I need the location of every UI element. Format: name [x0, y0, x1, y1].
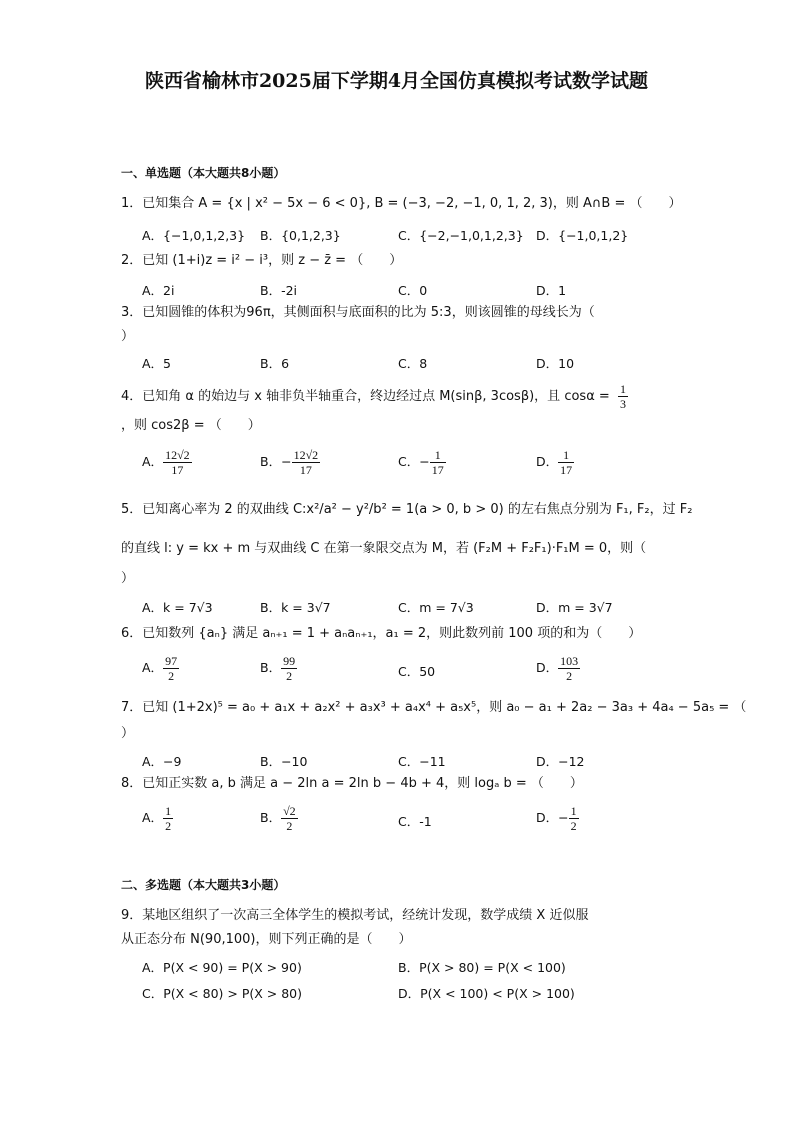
question-1-option-a[interactable]: A．{−1,0,1,2,3}: [142, 228, 246, 243]
question-3-stem-line-2: ）: [121, 329, 135, 344]
option-label: B．: [260, 810, 282, 825]
question-7-stem-line-2: ）: [121, 726, 135, 741]
option-sign: −: [558, 810, 569, 825]
question-6-option-d[interactable]: [536, 654, 580, 683]
fraction-denominator: 2: [570, 819, 577, 833]
question-3-stem-line-1: 3．已知圆锥的体积为96π，其侧面积与底面积的比为 5:3，则该圆锥的母线长为（: [121, 305, 595, 320]
question-8-option-c[interactable]: [398, 812, 432, 830]
option-sign: −: [281, 454, 292, 469]
question-2-stem: 2．已知 (1+i)z = i² − i³，则 z − z̄ = （ ）: [121, 253, 403, 268]
option-label: D．: [536, 454, 559, 469]
fraction-numerator: 99: [283, 654, 296, 668]
question-7-stem-line-1: 7．已知 (1+2x)⁵ = a₀ + a₁x + a₂x² + a₃x³ + a₄x⁴ + a₅x⁵，则 a₀ − a₁ + 2a₂ − 3a₃ + 4a₄ − 5a₅ = （: [121, 700, 747, 715]
fraction: [618, 382, 628, 411]
question-9-option-d[interactable]: D．P(X < 100) < P(X > 100): [398, 986, 575, 1001]
fraction-numerator: 1: [558, 448, 574, 463]
question-5-stem-text-b: x²/a² − y²/b² = 1(a > 0, b > 0) 的左右焦点分别为 F₁, F₂，过 F₂: [306, 502, 693, 517]
fraction-numerator: 103: [560, 654, 579, 668]
fraction-numerator: 1: [165, 804, 172, 818]
option-fraction: [163, 448, 192, 477]
fraction-numerator: 97: [165, 654, 178, 668]
option-label: D．: [536, 810, 559, 825]
option-label: C．: [398, 814, 420, 829]
option-fraction: [163, 804, 173, 833]
question-1-option-c[interactable]: C．{−2,−1,0,1,2,3}: [398, 228, 524, 243]
fraction-numerator: 12√2: [293, 448, 319, 462]
fraction-numerator: 1: [619, 382, 626, 396]
option-fraction: [163, 654, 179, 683]
question-7-option-a[interactable]: A．−9: [142, 754, 182, 769]
question-5-option-c[interactable]: C．m = 7√3: [398, 600, 474, 615]
fraction-numerator: √2: [283, 804, 296, 818]
question-9-option-a[interactable]: A．P(X < 90) = P(X > 90): [142, 960, 302, 975]
question-3-option-c[interactable]: C．8: [398, 356, 428, 371]
fraction-numerator: 1: [430, 448, 446, 463]
question-4-stem-line-1: [121, 382, 628, 411]
question-1-option-b[interactable]: B．{0,1,2,3}: [260, 228, 341, 243]
fraction-denominator: 2: [165, 819, 172, 833]
question-3-option-a[interactable]: A．5: [142, 356, 172, 371]
question-2-option-b[interactable]: B．-2i: [260, 283, 298, 298]
question-7-option-b[interactable]: B．−10: [260, 754, 308, 769]
question-2-option-d[interactable]: D．1: [536, 283, 567, 298]
question-1-option-d[interactable]: D．{−1,0,1,2}: [536, 228, 629, 243]
question-9-option-c[interactable]: C．P(X < 80) > P(X > 80): [142, 986, 303, 1001]
question-5-option-d[interactable]: D．m = 3√7: [536, 600, 613, 615]
option-label: A．: [142, 660, 164, 675]
question-4-stem-line-2: ，则 cos2β = （ ）: [121, 418, 261, 433]
fraction-numerator: 1: [570, 804, 577, 818]
fraction-denominator: 17: [431, 463, 444, 477]
question-9-stem-line-2: 从正态分布 N(90,100)，则下列正确的是（ ）: [121, 932, 412, 947]
fraction-denominator: 2: [286, 819, 293, 833]
question-9-stem-line-1: 9．某地区组织了一次高三全体学生的模拟考试，经统计发现，数学成绩 X 近似服: [121, 908, 589, 923]
option-label: C．: [398, 454, 420, 469]
option-fraction: [569, 804, 579, 833]
option-fraction: [292, 448, 321, 477]
question-8-stem: 8．已知正实数 a, b 满足 a − 2ln a = 2ln b − 4b + 4，则 logₐ b = （ ）: [121, 776, 583, 791]
option-fraction: [558, 448, 574, 477]
question-5-stem-line-2: 的直线 l: y = kx + m 与双曲线 C 在第一象限交点为 M，若 (F₂M + F₂F₁)·F₁M = 0，则（: [121, 541, 647, 556]
question-5-stem-text-a: 5．已知离心率为 2 的双曲线 C:: [121, 502, 307, 517]
question-5-stem-line-1: [121, 498, 692, 522]
fraction-denominator: 2: [286, 669, 293, 683]
fraction-denominator: 3: [619, 397, 626, 411]
question-1-stem: 1．已知集合 A = {x | x² − 5x − 6 < 0}, B = (−3, −2, −1, 0, 1, 2, 3)，则 A∩B = （ ）: [121, 196, 682, 211]
question-8-option-b[interactable]: [260, 804, 298, 833]
fraction-denominator: 17: [299, 463, 312, 477]
question-6-option-b[interactable]: [260, 654, 297, 683]
option-fraction: [281, 654, 297, 683]
option-text: 50: [419, 664, 436, 679]
option-fraction: [430, 448, 446, 477]
question-2-option-c[interactable]: C．0: [398, 283, 428, 298]
question-6-option-a[interactable]: [142, 654, 179, 683]
option-label: B．: [260, 660, 282, 675]
question-4-option-b[interactable]: [260, 448, 320, 477]
question-6-option-c[interactable]: [398, 662, 435, 680]
option-fraction: [281, 804, 298, 833]
question-4-option-c[interactable]: [398, 448, 446, 477]
page-title: 陕西省榆林市2025届下学期4月全国仿真模拟考试数学试题: [144, 70, 649, 92]
question-5-stem-line-3: ）: [121, 571, 135, 586]
option-sign: −: [419, 454, 430, 469]
option-label: C．: [398, 664, 420, 679]
option-label: B．: [260, 454, 282, 469]
question-3-option-d[interactable]: D．10: [536, 356, 575, 371]
question-5-option-a[interactable]: A．k = 7√3: [142, 600, 213, 615]
question-3-option-b[interactable]: B．6: [260, 356, 290, 371]
fraction-denominator: 2: [168, 669, 175, 683]
question-9-option-b[interactable]: B．P(X > 80) = P(X < 100): [398, 960, 566, 975]
option-label: A．: [142, 454, 164, 469]
option-label: A．: [142, 810, 164, 825]
question-8-option-a[interactable]: [142, 804, 173, 833]
fraction-numerator: 12√2: [165, 448, 190, 462]
question-4-option-d[interactable]: [536, 448, 574, 477]
section-heading-multiple-choice: 二、多选题（本大题共3小题）: [121, 878, 286, 892]
fraction-denominator: 17: [171, 463, 184, 477]
fraction-denominator: 2: [566, 669, 573, 683]
question-7-option-c[interactable]: C．−11: [398, 754, 446, 769]
option-text: -1: [419, 814, 432, 829]
question-4-option-a[interactable]: [142, 448, 192, 477]
question-6-stem: 6．已知数列 {aₙ} 满足 aₙ₊₁ = 1 + aₙaₙ₊₁，a₁ = 2，则此数列前 100 项的和为（ ）: [121, 626, 642, 641]
option-label: D．: [536, 660, 559, 675]
option-fraction: [558, 654, 580, 683]
question-4-stem-text: 4．已知角 α 的始边与 x 轴非负半轴重合，终边经过点 M(sinβ, 3cosβ)，且 cosα =: [121, 389, 610, 404]
question-2-option-a[interactable]: A．2i: [142, 283, 175, 298]
question-7-option-d[interactable]: D．−12: [536, 754, 585, 769]
section-heading-single-choice: 一、单选题（本大题共8小题）: [121, 166, 286, 180]
question-8-option-d[interactable]: [536, 804, 579, 833]
question-5-option-b[interactable]: B．k = 3√7: [260, 600, 331, 615]
fraction-denominator: 17: [560, 463, 573, 477]
